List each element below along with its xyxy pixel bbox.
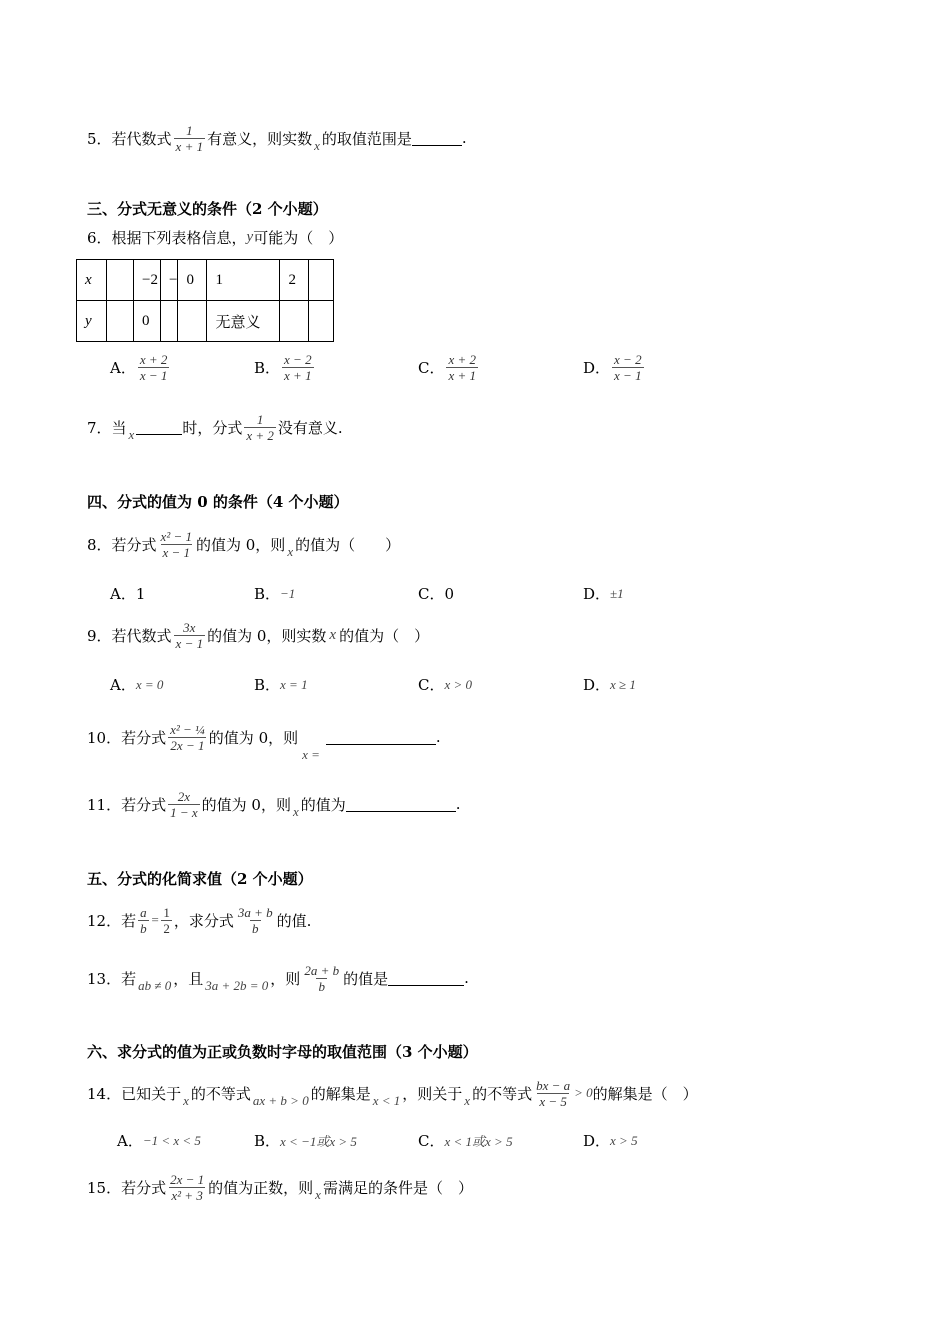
q6-option-a[interactable]: A． $\frac{x + 2}{x - 1}$ <box>110 352 168 383</box>
q14-option-c[interactable]: C． x < 1或x > 5 <box>418 1132 513 1150</box>
answer-blank[interactable] <box>326 730 436 745</box>
question-6: 6．根据下列表格信息， y 可能为（ ） <box>87 228 344 247</box>
q5-fraction: $\frac{1}{x + 1}$ <box>175 122 204 154</box>
question-7: 7．当 x 时，分式 $\frac{1}{x + 2}$ 没有意义. <box>87 411 343 443</box>
question-10: 10．若分式 $\frac{\text{x² − ¼}}{2x - 1}$ 的值为 0，则 x = . <box>87 721 441 762</box>
q14-option-d[interactable]: D． x > 5 <box>583 1132 638 1150</box>
answer-blank[interactable] <box>388 971 464 986</box>
q6-option-c[interactable]: C． $\frac{x + 2}{x + 1}$ <box>418 352 477 383</box>
table-row-y: y 0 无意义 <box>77 301 334 342</box>
question-5: 5．若代数式 $\frac{1}{x + 1}$ 有意义，则实数 x 的取值范围是 . <box>87 122 467 154</box>
q14-option-b[interactable]: B． x < −1或x > 5 <box>254 1132 357 1150</box>
section-5-heading: 五、分式的化简求值（2 个小题） <box>87 870 313 888</box>
q6-option-d[interactable]: D． $\frac{x - 2}{x - 1}$ <box>583 352 642 383</box>
q14-option-a[interactable]: A． −1 < x < 5 <box>117 1132 201 1150</box>
section-3-heading: 三、分式无意义的条件（2 个小题） <box>87 200 328 218</box>
q8-option-b[interactable]: B． −1 <box>254 585 296 603</box>
answer-blank[interactable] <box>136 420 182 435</box>
question-11: 11．若分式 $\frac{2x}{1 - x}$ 的值为 0，则 x 的值为 . <box>87 788 461 820</box>
table-row-x: x −2 − 0 1 2 <box>77 260 334 301</box>
question-14: 14．已知关于 x 的不等式 ax + b > 0 的解集是 x < 1 ，则关于 x 的不等式 $\frac{bx - a}{x - 5}$ > 0 的解集是（ ） <box>87 1077 698 1109</box>
section-6-heading: 六、求分式的值为正或负数时字母的取值范围（3 个小题） <box>87 1043 478 1061</box>
section-4-heading: 四、分式的值为 0 的条件（4 个小题） <box>87 493 349 511</box>
q9-option-a[interactable]: A． x = 0 <box>110 676 164 694</box>
q8-option-c[interactable]: C． 0 <box>418 584 455 603</box>
q9-option-c[interactable]: C． x > 0 <box>418 676 473 694</box>
question-8: 8．若分式 $\frac{\text{x² − 1}}{x - 1}$ 的值为 0，则 x 的值为（ ） <box>87 528 401 560</box>
question-15: 15．若分式 $\frac{2x - 1}{\text{x² + 3}}$ 的值为正数，则 x 需满足的条件是（ ） <box>87 1171 473 1203</box>
info-table <box>76 259 334 342</box>
question-13: 13．若 ab ≠ 0 ，且 3a + 2b = 0 ，则 $\frac{2a + b}{b}$ 的值是 . <box>87 962 469 994</box>
q9-option-d[interactable]: D． x ≥ 1 <box>583 676 636 694</box>
question-12: 12．若 $\frac{a}{b}$ = $\frac{1}{2}$ ，求分式 $\frac{3a + b}{b}$ 的值. <box>87 904 312 936</box>
question-9: 9．若代数式 $\frac{3x}{x - 1}$ 的值为 0，则实数 x 的值为（ ） <box>87 619 430 651</box>
q6-option-b[interactable]: B． $\frac{x - 2}{x + 1}$ <box>254 352 312 383</box>
answer-blank[interactable] <box>412 131 462 146</box>
answer-blank[interactable] <box>346 797 456 812</box>
q5-stem: 5．若代数式 <box>87 129 172 148</box>
q8-option-d[interactable]: D． ±1 <box>583 585 624 603</box>
q8-option-a[interactable]: A． 1 <box>110 584 146 603</box>
q9-option-b[interactable]: B． x = 1 <box>254 676 308 694</box>
